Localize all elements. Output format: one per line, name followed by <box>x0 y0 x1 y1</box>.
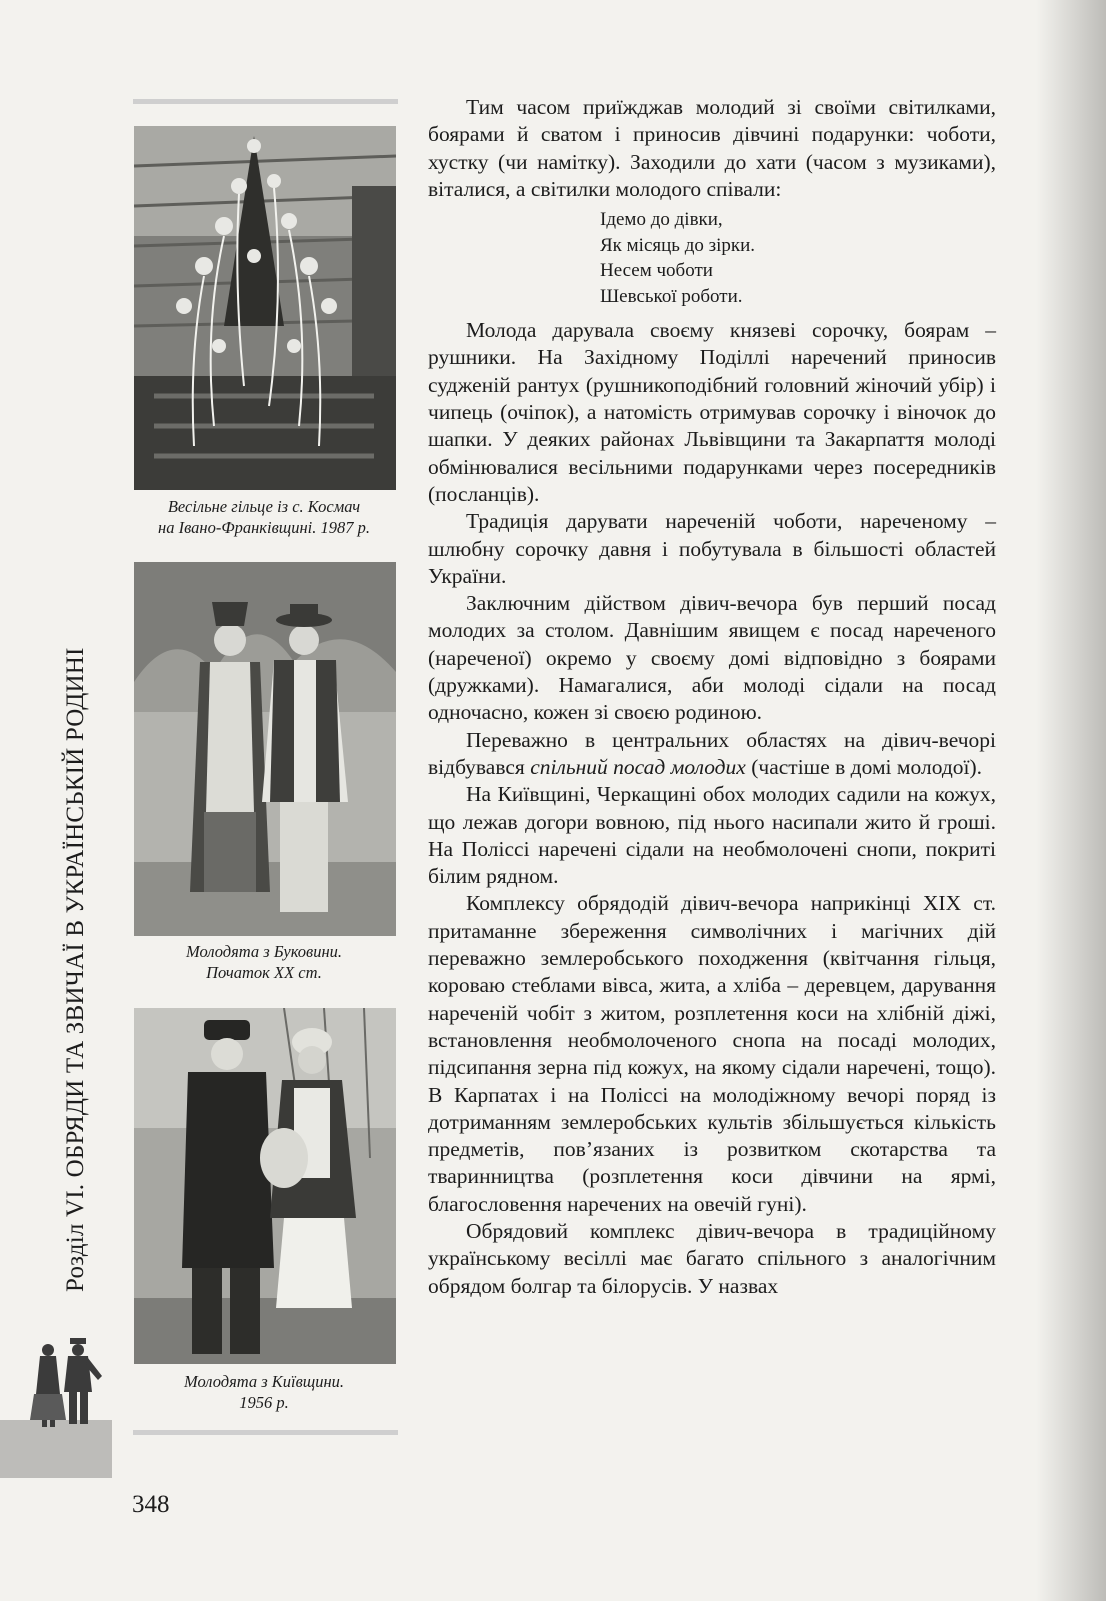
verse-line: Несем чоботи <box>600 260 713 282</box>
paragraph: Переважно в центральних областях на дівич-вечорі відбувався спільний посад молодих (частіше в домі молодої). <box>428 727 996 779</box>
main-text-column <box>428 94 996 1300</box>
chapter-side-title: Розділ VI. ОБРЯДИ ТА ЗВИЧАЇ В УКРАЇНСЬКІЙ РОДИНІ <box>62 647 89 1292</box>
kyiv-couple-photo <box>134 1008 396 1364</box>
bukovyna-couple-photo <box>134 562 396 936</box>
paragraph: Тим часом приїжджав молодий зі своїми світилками, боярами й сватом і приносив дівчині подарунки: чоботи, хустку (чи намітку). Заходили до хати (часом з музиками), віталися, а світилки молодого співали: <box>428 95 996 201</box>
paragraph: Традиція дарувати нареченій чоботи, нареченому – шлюбну сорочку давня і побутувала в більшості областей України. <box>428 509 996 588</box>
figure-caption-2: Молодята з Буковини. Початок XX ст. <box>185 942 343 982</box>
page-spine-shadow <box>1036 0 1106 1601</box>
paragraph: Молода дарувала своєму князеві сорочку, боярам – рушники. На Західному Поділлі наречений приносив судженій рантух (рушникоподібний головний жіночий убір) і чипець (очіпок), а натомість отримував сорочку і віночок до шапки. У деяких районах Львівщини та Закарпаття молоді обмінювалися весільними подарунками через посередників (посланців). <box>428 318 996 506</box>
folk-couple-icon <box>22 1336 108 1428</box>
top-rule <box>133 99 398 104</box>
wedding-tree-photo <box>134 126 396 490</box>
figure-caption-1: Весільне гільце із с. Космач на Івано-Франківщині. 1987 р. <box>158 497 370 537</box>
verse-line: Як місяць до зірки. <box>600 234 756 256</box>
paragraph: Комплексу обрядодій дівич-вечора наприкінці XIX ст. притаманне збереження символічних і магічних дій переважно землеробського походження (квітчання гільця, короваю стеблами вівса, жита, а хліба – деревцем, дарування нареченій чобіт з житом, розплетення коси на хлібній діжі, встановлення необмолоченого снопа на посаді молодих, підсипання зерна під кожух, на якому сідали наречені, тощо). В Карпатах і на Поліссі на молодіжному вечорі поряд із дотриманням землеробських культів збільшується кількість предметів, пов’язаних із розвитком скотарства та тваринництва (розплетення коси дівчини на ярмі, благословення наречених на овечій гуні). <box>428 891 996 1216</box>
paragraph: Заключним дійством дівич-вечора був перший посад молодих за столом. Давнішим явищем є посад нареченого (нареченої) окремо у своєму домі відповідно з боярами (дружками). Намагалися, аби молоді сідали на посад одночасно, кожен зі своєю родиною. <box>428 591 996 725</box>
paragraph: Обрядовий комплекс дівич-вечора в традиційному українському весіллі має багато спільного з аналогічним обрядом болгар та білорусів. У назвах <box>428 1218 996 1298</box>
song-verse <box>600 207 996 309</box>
corner-decoration-box <box>0 1420 112 1478</box>
paragraph: На Київщині, Черкащині обох молодих садили на кожух, що лежав догори вовною, під нього насипали жито й гроші. На Поліссі наречені сідали на необмолочені снопи, покриті білим рядном. <box>428 782 996 889</box>
verse-line: Шевської роботи. <box>600 285 743 307</box>
page-number: 348 <box>132 1491 170 1518</box>
figure-caption-3: Молодята з Київщини. 1956 р. <box>183 1372 345 1412</box>
bottom-rule <box>133 1430 398 1435</box>
italic-term: спільний посад молодих <box>530 754 746 779</box>
verse-line: Ідемо до дівки, <box>600 209 723 231</box>
